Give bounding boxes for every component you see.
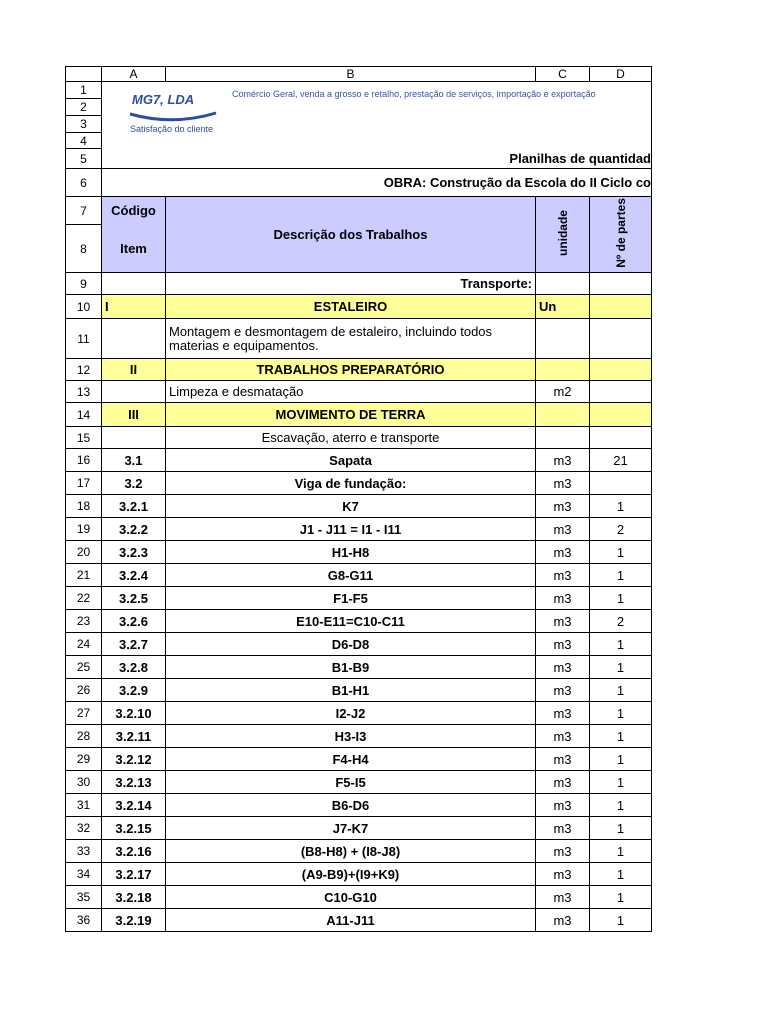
table-row-desc[interactable]: D6-D8	[166, 633, 536, 656]
row-header-10[interactable]: 10	[66, 295, 102, 319]
row-header-1[interactable]: 1	[66, 82, 102, 99]
transporte-label[interactable]: Transporte:	[166, 273, 536, 295]
table-row-parts[interactable]: 1	[590, 909, 652, 932]
table-row-unit[interactable]	[536, 359, 590, 381]
row-header-8[interactable]: 8	[66, 225, 102, 273]
table-row-parts[interactable]: 1	[590, 725, 652, 748]
table-row-parts[interactable]: 1	[590, 633, 652, 656]
table-row-unit[interactable]: m3	[536, 771, 590, 794]
table-row-desc[interactable]: Sapata	[166, 449, 536, 472]
table-row-parts[interactable]	[590, 359, 652, 381]
table-row-parts[interactable]: 1	[590, 495, 652, 518]
table-row-desc[interactable]: Montagem e desmontagem de estaleiro, incluindo todos materias e equipamentos.	[166, 319, 536, 359]
table-row-desc[interactable]: J7-K7	[166, 817, 536, 840]
header-partes[interactable]	[590, 197, 652, 273]
table-row-desc[interactable]: (B8-H8) + (I8-J8)	[166, 840, 536, 863]
table-row-unit[interactable]: m3	[536, 909, 590, 932]
table-row-parts[interactable]: 2	[590, 518, 652, 541]
table-row-code[interactable]: 3.2.17	[102, 863, 166, 886]
table-row-desc[interactable]: Limpeza e desmatação	[166, 381, 536, 403]
table-row-unit[interactable]: m3	[536, 541, 590, 564]
table-row-code[interactable]: 3.1	[102, 449, 166, 472]
table-row-parts[interactable]: 1	[590, 541, 652, 564]
table-row-desc[interactable]: J1 - J11 = I1 - I11	[166, 518, 536, 541]
table-row-desc[interactable]: E10-E11=C10-C11	[166, 610, 536, 633]
table-row-desc[interactable]: B1-H1	[166, 679, 536, 702]
table-row-unit[interactable]: m3	[536, 725, 590, 748]
table-row-code[interactable]: 3.2.6	[102, 610, 166, 633]
cell-c9[interactable]	[536, 273, 590, 295]
row-header-2[interactable]: 2	[66, 99, 102, 116]
table-row-unit[interactable]: m3	[536, 679, 590, 702]
row-header-32[interactable]: 32	[66, 817, 102, 840]
row-header-33[interactable]: 33	[66, 840, 102, 863]
table-row-parts[interactable]: 1	[590, 587, 652, 610]
table-row-desc[interactable]: (A9-B9)+(I9+K9)	[166, 863, 536, 886]
table-row-parts[interactable]: 1	[590, 840, 652, 863]
table-row-desc[interactable]: C10-G10	[166, 886, 536, 909]
table-row-parts[interactable]: 2	[590, 610, 652, 633]
table-row-parts[interactable]: 1	[590, 679, 652, 702]
row-header-34[interactable]: 34	[66, 863, 102, 886]
table-row-code[interactable]: 3.2.7	[102, 633, 166, 656]
table-row-unit[interactable]: m3	[536, 587, 590, 610]
row-header-16[interactable]: 16	[66, 449, 102, 472]
table-row-parts[interactable]: 1	[590, 656, 652, 679]
company-logo	[124, 86, 596, 148]
table-row-code[interactable]: 3.2.4	[102, 564, 166, 587]
table-row-desc[interactable]: H3-I3	[166, 725, 536, 748]
table-row-desc[interactable]: I2-J2	[166, 702, 536, 725]
row-header-31[interactable]: 31	[66, 794, 102, 817]
table-row-parts[interactable]	[590, 403, 652, 427]
logo-area	[102, 82, 652, 149]
table-row-parts[interactable]	[590, 472, 652, 495]
table-row-unit[interactable]: m3	[536, 449, 590, 472]
column-header-b[interactable]: B	[166, 67, 536, 82]
obra-title[interactable]: OBRA: Construção da Escola do II Ciclo co	[102, 169, 652, 197]
table-row-unit[interactable]	[536, 403, 590, 427]
table-row-desc[interactable]: H1-H8	[166, 541, 536, 564]
table-row-parts[interactable]: 1	[590, 817, 652, 840]
table-row-desc[interactable]: A11-J11	[166, 909, 536, 932]
row-header-19[interactable]: 19	[66, 518, 102, 541]
table-row-desc[interactable]: B6-D6	[166, 794, 536, 817]
table-row-unit[interactable]: m3	[536, 472, 590, 495]
table-row-code[interactable]: 3.2.14	[102, 794, 166, 817]
header-item[interactable]: Item	[102, 225, 166, 273]
row-header-26[interactable]: 26	[66, 679, 102, 702]
table-row-code[interactable]	[102, 381, 166, 403]
row-header-30[interactable]: 30	[66, 771, 102, 794]
table-row-code[interactable]: 3.2.8	[102, 656, 166, 679]
table-row-code[interactable]: 3.2.13	[102, 771, 166, 794]
table-row-unit[interactable]: Un	[536, 295, 590, 319]
table-row-desc[interactable]: MOVIMENTO DE TERRA	[166, 403, 536, 427]
row-header-3[interactable]: 3	[66, 116, 102, 133]
table-row-unit[interactable]: m3	[536, 863, 590, 886]
table-row-code[interactable]: I	[102, 295, 166, 319]
table-row-code[interactable]: 3.2.11	[102, 725, 166, 748]
cell-d9[interactable]	[590, 273, 652, 295]
spreadsheet-grid	[65, 66, 652, 932]
header-codigo[interactable]: Código	[102, 197, 166, 225]
table-row-unit[interactable]: m3	[536, 518, 590, 541]
row-header-25[interactable]: 25	[66, 656, 102, 679]
table-row-unit[interactable]: m3	[536, 840, 590, 863]
table-row-parts[interactable]	[590, 295, 652, 319]
table-row-code[interactable]: 3.2.12	[102, 748, 166, 771]
row-header-13[interactable]: 13	[66, 381, 102, 403]
table-row-unit[interactable]	[536, 427, 590, 449]
header-unidade[interactable]	[536, 197, 590, 273]
table-row-unit[interactable]: m3	[536, 610, 590, 633]
table-row-desc[interactable]: F1-F5	[166, 587, 536, 610]
table-row-parts[interactable]	[590, 427, 652, 449]
row-header-23[interactable]: 23	[66, 610, 102, 633]
table-row-unit[interactable]: m3	[536, 886, 590, 909]
table-row-code[interactable]: 3.2.15	[102, 817, 166, 840]
column-header-a[interactable]: A	[102, 67, 166, 82]
row-header-36[interactable]: 36	[66, 909, 102, 932]
logo-slogan: Satisfação do cliente	[130, 124, 214, 134]
row-header-12[interactable]: 12	[66, 359, 102, 381]
table-row-code[interactable]: 3.2.16	[102, 840, 166, 863]
table-row-desc[interactable]: F4-H4	[166, 748, 536, 771]
row-header-22[interactable]: 22	[66, 587, 102, 610]
table-row-parts[interactable]: 1	[590, 564, 652, 587]
table-row-parts[interactable]: 21	[590, 449, 652, 472]
table-row-desc[interactable]: Escavação, aterro e transporte	[166, 427, 536, 449]
table-row-parts[interactable]: 1	[590, 886, 652, 909]
table-row-parts[interactable]: 1	[590, 702, 652, 725]
row-header-35[interactable]: 35	[66, 886, 102, 909]
row-header-15[interactable]: 15	[66, 427, 102, 449]
table-row-unit[interactable]: m2	[536, 381, 590, 403]
table-row-unit[interactable]: m3	[536, 564, 590, 587]
table-row-desc[interactable]: B1-B9	[166, 656, 536, 679]
header-descricao[interactable]: Descrição dos Trabalhos	[166, 197, 536, 273]
table-row-desc[interactable]: Viga de fundação:	[166, 472, 536, 495]
row-header-20[interactable]: 20	[66, 541, 102, 564]
column-header-c[interactable]: C	[536, 67, 590, 82]
row-header-5[interactable]: 5	[66, 149, 102, 169]
row-header-7[interactable]: 7	[66, 197, 102, 225]
header-unidade-label: unidade	[555, 209, 570, 256]
sheet-title[interactable]: Planilhas de quantidad	[102, 149, 652, 169]
table-row-code[interactable]: 3.2.5	[102, 587, 166, 610]
logo-description: Comércio Geral, venda a grosso e retalho, prestação de serviços, importação e exportação	[232, 89, 596, 99]
cell-a9[interactable]	[102, 273, 166, 295]
row-header-29[interactable]: 29	[66, 748, 102, 771]
table-row-code[interactable]: 3.2.18	[102, 886, 166, 909]
table-row-desc[interactable]: F5-I5	[166, 771, 536, 794]
row-header-18[interactable]: 18	[66, 495, 102, 518]
table-row-parts[interactable]: 1	[590, 794, 652, 817]
column-header-d[interactable]: D	[590, 67, 652, 82]
table-row-code[interactable]: 3.2.1	[102, 495, 166, 518]
table-row-desc[interactable]: K7	[166, 495, 536, 518]
row-header-28[interactable]: 28	[66, 725, 102, 748]
table-row-code[interactable]: II	[102, 359, 166, 381]
table-row-code[interactable]	[102, 319, 166, 359]
table-row-unit[interactable]: m3	[536, 748, 590, 771]
table-row-code[interactable]: 3.2.19	[102, 909, 166, 932]
table-row-parts[interactable]	[590, 381, 652, 403]
corner-cell[interactable]	[66, 67, 102, 82]
table-row-desc[interactable]: G8-G11	[166, 564, 536, 587]
table-row-parts[interactable]: 1	[590, 771, 652, 794]
table-row-unit[interactable]: m3	[536, 817, 590, 840]
table-row-code[interactable]: 3.2.9	[102, 679, 166, 702]
table-row-unit[interactable]: m3	[536, 794, 590, 817]
row-header-4[interactable]: 4	[66, 133, 102, 149]
table-row-code[interactable]: 3.2	[102, 472, 166, 495]
row-header-9[interactable]: 9	[66, 273, 102, 295]
table-row-code[interactable]: 3.2.3	[102, 541, 166, 564]
table-row-desc[interactable]: TRABALHOS PREPARATÓRIO	[166, 359, 536, 381]
table-row-parts[interactable]: 1	[590, 748, 652, 771]
row-header-14[interactable]: 14	[66, 403, 102, 427]
logo-swoosh-icon	[128, 110, 218, 124]
table-row-unit[interactable]	[536, 319, 590, 359]
row-header-6[interactable]: 6	[66, 169, 102, 197]
row-header-24[interactable]: 24	[66, 633, 102, 656]
row-header-27[interactable]: 27	[66, 702, 102, 725]
row-header-17[interactable]: 17	[66, 472, 102, 495]
logo-company-name: MG7, LDA	[132, 92, 195, 107]
table-row-code[interactable]: III	[102, 403, 166, 427]
table-row-parts[interactable]: 1	[590, 863, 652, 886]
table-row-unit[interactable]: m3	[536, 633, 590, 656]
table-row-unit[interactable]: m3	[536, 656, 590, 679]
row-header-11[interactable]: 11	[66, 319, 102, 359]
table-row-code[interactable]: 3.2.2	[102, 518, 166, 541]
row-header-21[interactable]: 21	[66, 564, 102, 587]
table-row-parts[interactable]	[590, 319, 652, 359]
header-partes-label: Nº de partes	[613, 198, 628, 268]
table-row-unit[interactable]: m3	[536, 702, 590, 725]
table-row-unit[interactable]: m3	[536, 495, 590, 518]
table-row-code[interactable]	[102, 427, 166, 449]
table-row-code[interactable]: 3.2.10	[102, 702, 166, 725]
table-row-desc[interactable]: ESTALEIRO	[166, 295, 536, 319]
